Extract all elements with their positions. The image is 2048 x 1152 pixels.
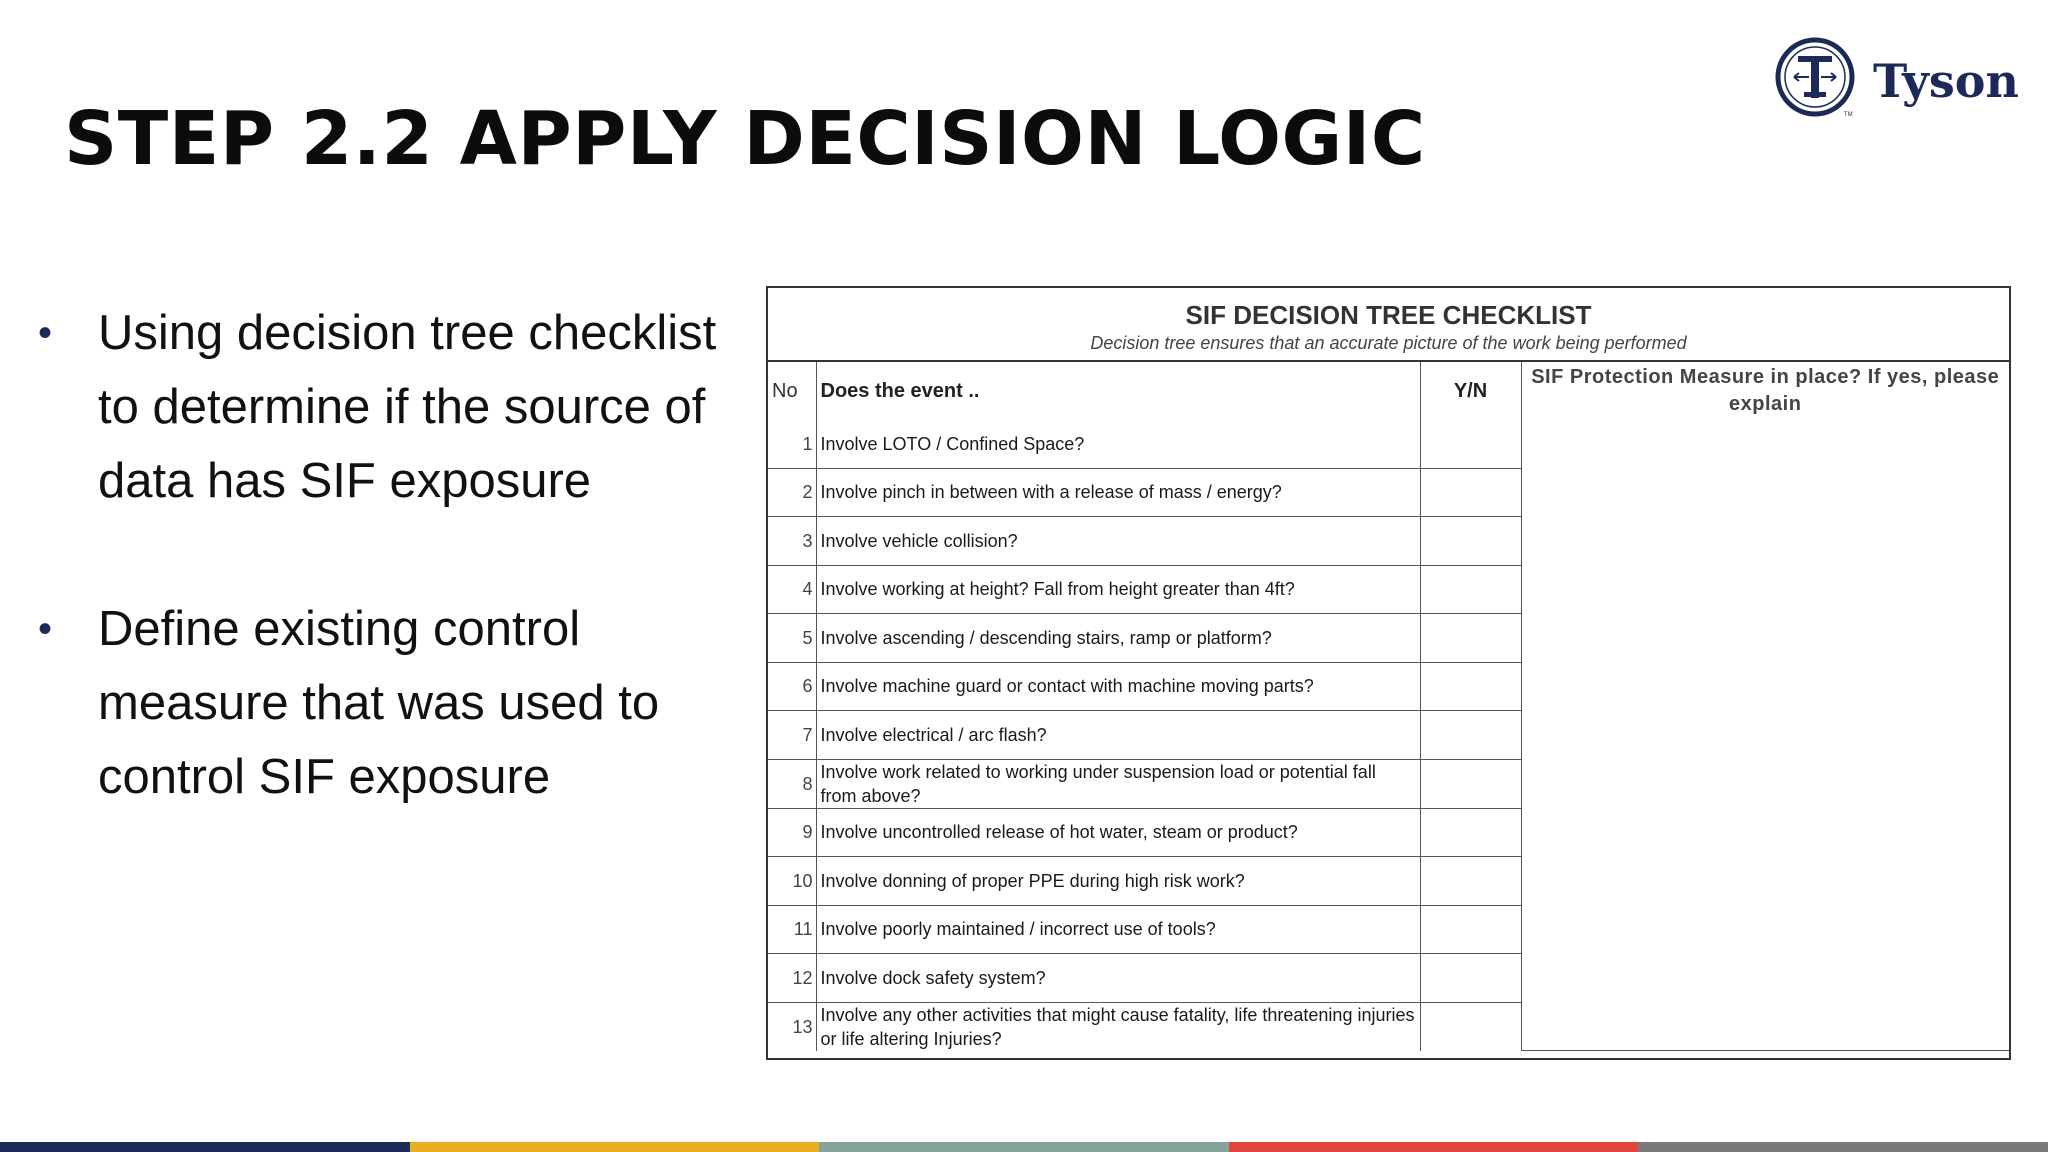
bottom-color-bar [0,1142,2048,1152]
row-yn-cell[interactable] [1420,711,1521,760]
column-header-question: Does the event .. [816,362,1420,420]
column-header-yn: Y/N [1420,362,1521,420]
sif-checklist [766,286,2011,1060]
color-bar-segment [1638,1142,2048,1152]
row-number: 8 [768,759,816,808]
bullet-item [32,592,762,814]
row-yn-cell[interactable] [1420,954,1521,1003]
checklist-header-row [768,362,2009,420]
row-question: Involve dock safety system? [816,954,1420,1003]
logo-wordmark: Tyson [1873,54,2019,108]
protection-measure-cell[interactable] [1521,420,2009,1051]
row-number: 12 [768,954,816,1003]
table-row [768,420,2009,468]
row-question: Involve working at height? Fall from height greater than 4ft? [816,565,1420,614]
row-yn-cell[interactable] [1420,759,1521,808]
row-yn-cell[interactable] [1420,614,1521,663]
row-yn-cell[interactable] [1420,857,1521,906]
checklist-table [768,362,2009,1051]
tyson-seal-icon [1774,36,1856,118]
row-question: Involve LOTO / Confined Space? [816,420,1420,468]
tyson-logo [1774,36,2019,122]
row-question: Involve vehicle collision? [816,517,1420,566]
row-question: Involve ascending / descending stairs, ramp or platform? [816,614,1420,663]
row-yn-cell[interactable] [1420,420,1521,468]
row-number: 2 [768,468,816,517]
column-header-protection: SIF Protection Measure in place? If yes, please explain [1521,362,2009,420]
row-question: Involve donning of proper PPE during high risk work? [816,857,1420,906]
column-header-no: No [768,362,816,420]
bullet-list [32,296,762,814]
row-yn-cell[interactable] [1420,468,1521,517]
color-bar-segment [0,1142,410,1152]
row-number: 6 [768,662,816,711]
checklist-subtitle: Decision tree ensures that an accurate picture of the work being performed [1090,333,1687,353]
row-yn-cell[interactable] [1420,1002,1521,1051]
row-number: 5 [768,614,816,663]
color-bar-segment [410,1142,820,1152]
slide-title: STEP 2.2 APPLY DECISION LOGIC [64,96,1426,182]
checklist-header [768,288,2009,362]
row-number: 9 [768,808,816,857]
row-number: 13 [768,1002,816,1051]
row-yn-cell[interactable] [1420,517,1521,566]
row-number: 7 [768,711,816,760]
bullet-text: Define existing control measure that was used to control SIF exposure [98,602,660,804]
row-number: 3 [768,517,816,566]
logo-trademark: TM [1844,112,1853,118]
bullet-dot-icon: • [38,607,53,651]
row-number: 4 [768,565,816,614]
color-bar-segment [1229,1142,1639,1152]
row-yn-cell[interactable] [1420,565,1521,614]
row-question: Involve any other activities that might cause fatality, life threatening injuries or life altering Injuries? [816,1002,1420,1051]
color-bar-segment [819,1142,1229,1152]
row-question: Involve machine guard or contact with machine moving parts? [816,662,1420,711]
row-question: Involve poorly maintained / incorrect use of tools? [816,905,1420,954]
row-yn-cell[interactable] [1420,905,1521,954]
row-question: Involve pinch in between with a release of mass / energy? [816,468,1420,517]
bullet-dot-icon: • [38,311,53,355]
bullet-item [32,296,762,518]
row-question: Involve electrical / arc flash? [816,711,1420,760]
bullet-text: Using decision tree checklist to determine if the source of data has SIF exposure [98,306,717,508]
row-yn-cell[interactable] [1420,662,1521,711]
checklist-title: SIF DECISION TREE CHECKLIST [1185,300,1592,330]
row-question: Involve work related to working under suspension load or potential fall from above? [816,759,1420,808]
row-yn-cell[interactable] [1420,808,1521,857]
row-number: 1 [768,420,816,468]
row-number: 11 [768,905,816,954]
row-question: Involve uncontrolled release of hot water, steam or product? [816,808,1420,857]
row-number: 10 [768,857,816,906]
